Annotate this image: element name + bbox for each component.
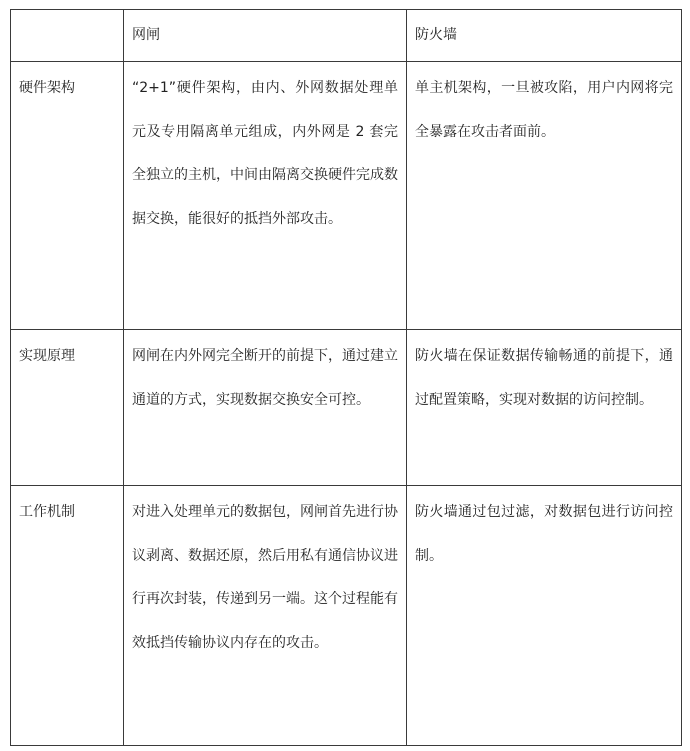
cell-firewall-principle: 防火墙在保证数据传输畅通的前提下，通过配置策略，实现对数据的访问控制。 [407,330,682,486]
comparison-table [10,9,682,746]
header-firewall: 防火墙 [407,10,682,62]
table-header-row [11,10,682,62]
header-corner-cell [11,10,124,62]
row-label-hardware: 硬件架构 [11,62,124,330]
table-row-hardware [11,62,682,330]
table-row-principle [11,330,682,486]
cell-gateway-principle: 网闸在内外网完全断开的前提下，通过建立通道的方式，实现数据交换安全可控。 [124,330,407,486]
table-row-mechanism [11,486,682,746]
cell-gateway-mechanism: 对进入处理单元的数据包，网闸首先进行协议剥离、数据还原，然后用私有通信协议进行再次封装，传递到另一端。这个过程能有效抵挡传输协议内存在的攻击。 [124,486,407,746]
cell-firewall-hardware: 单主机架构，一旦被攻陷，用户内网将完全暴露在攻击者面前。 [407,62,682,330]
header-gateway: 网闸 [124,10,407,62]
cell-gateway-hardware: “2+1”硬件架构，由内、外网数据处理单元及专用隔离单元组成，内外网是 2 套完全独立的主机，中间由隔离交换硬件完成数据交换，能很好的抵挡外部攻击。 [124,62,407,330]
cell-firewall-mechanism: 防火墙通过包过滤，对数据包进行访问控制。 [407,486,682,746]
row-label-mechanism: 工作机制 [11,486,124,746]
row-label-principle: 实现原理 [11,330,124,486]
